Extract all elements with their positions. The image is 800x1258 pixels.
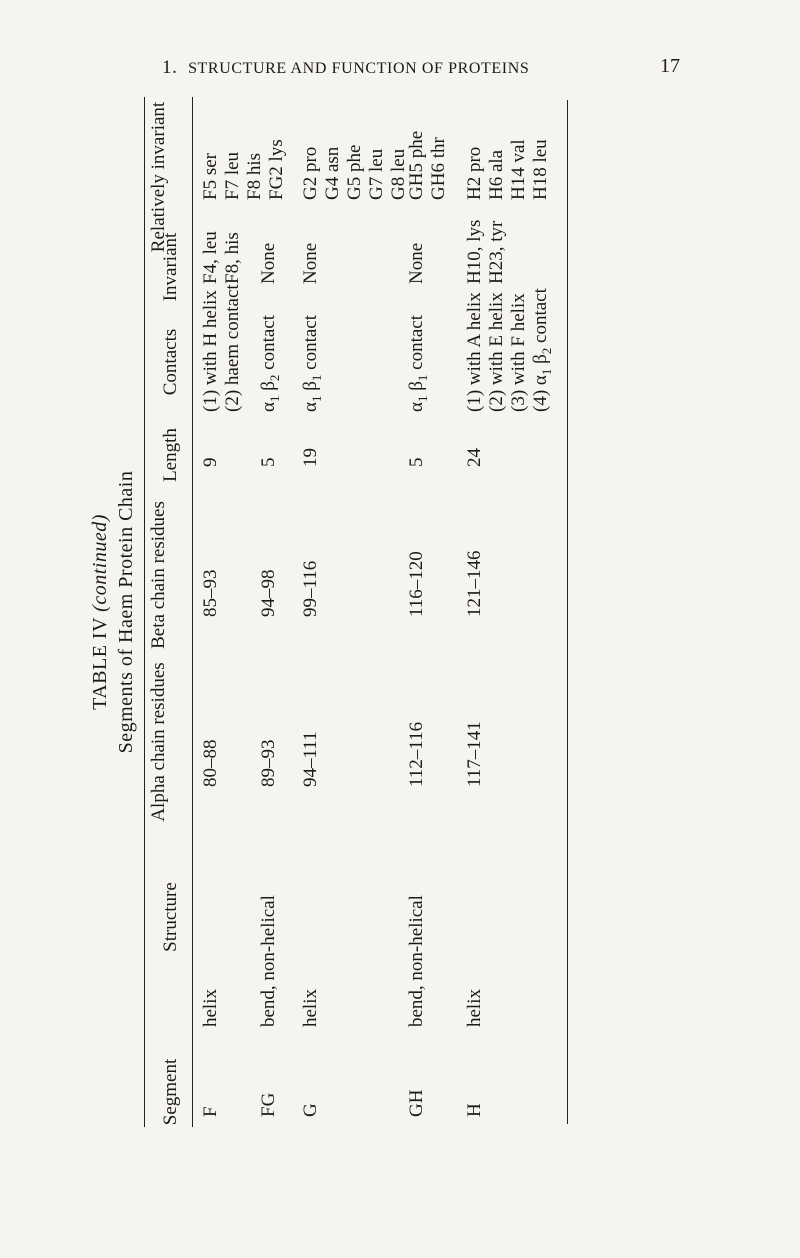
- contacts-cell: (1) with A helix: [464, 292, 485, 412]
- relatively-invariant-cell: FG2 lys: [266, 139, 287, 200]
- column-header-structure: Structure: [160, 882, 181, 952]
- contacts-cell: (2) haem contact: [222, 284, 243, 412]
- contacts-cell: (4) $\alpha_1$ $\beta_2$ contact: [530, 288, 554, 412]
- length-cell: 9: [200, 457, 221, 467]
- structure-cell: helix: [200, 989, 221, 1027]
- chapter-number: 1.: [162, 57, 178, 78]
- table-title: [88, 97, 112, 1127]
- chapter-title: STRUCTURE AND FUNCTION OF PROTEINS: [188, 60, 530, 77]
- table-continued: (continued): [89, 514, 111, 612]
- page-number: 17: [660, 55, 680, 77]
- table-title-text: TABLE IV: [89, 617, 111, 710]
- segment-cell: F: [200, 1106, 221, 1117]
- alpha-residues-cell: 89–93: [258, 739, 279, 787]
- invariant-cell: F4, leu: [200, 231, 221, 284]
- invariant-cell: None: [406, 242, 427, 284]
- contacts-cell: (1) with H helix: [200, 290, 221, 412]
- contacts-cell: $\alpha_1$ $\beta_2$ contact: [258, 315, 282, 412]
- beta-residues-cell: 121–146: [464, 550, 485, 617]
- relatively-invariant-cell: G2 pro: [300, 146, 321, 200]
- alpha-residues-cell: 117–141: [464, 721, 485, 787]
- structure-cell: bend, non-helical: [406, 895, 427, 1027]
- running-header: [0, 55, 800, 85]
- invariant-cell: H23, tyr: [486, 220, 507, 284]
- column-header-length: Length: [160, 428, 181, 482]
- contacts-cell: $\alpha_1$ $\beta_1$ contact: [300, 315, 324, 412]
- relatively-invariant-cell: G5 phe: [344, 144, 365, 200]
- relatively-invariant-cell: G8 leu: [388, 148, 409, 200]
- relatively-invariant-cell: H2 pro: [464, 146, 485, 200]
- relatively-invariant-cell: G4 asn: [322, 146, 343, 200]
- beta-residues-cell: 116–120: [406, 551, 427, 617]
- running-head: [162, 57, 529, 79]
- structure-cell: helix: [300, 989, 321, 1027]
- contacts-cell: $\alpha_1$ $\beta_1$ contact: [406, 315, 430, 412]
- segment-cell: GH: [406, 1089, 427, 1117]
- segment-cell: FG: [258, 1092, 279, 1117]
- relatively-invariant-cell: F8 his: [244, 153, 265, 200]
- contacts-cell: (2) with E helix: [486, 292, 507, 412]
- segments-table: [88, 97, 570, 1127]
- relatively-invariant-cell: F5 ser: [200, 153, 221, 200]
- relatively-invariant-cell: GH6 thr: [428, 137, 449, 200]
- length-cell: 5: [258, 457, 279, 467]
- beta-residues-cell: 99–116: [300, 560, 321, 617]
- contacts-cell: (3) with F helix: [508, 293, 529, 412]
- beta-residues-cell: 94–98: [258, 569, 279, 617]
- invariant-cell: H10, lys: [464, 219, 485, 284]
- segment-cell: H: [464, 1103, 485, 1117]
- alpha-residues-cell: 94–111: [300, 731, 321, 787]
- column-header-segment: Segment: [160, 1058, 181, 1126]
- invariant-cell: None: [300, 242, 321, 284]
- length-cell: 5: [406, 457, 427, 467]
- alpha-residues-cell: 80–88: [200, 739, 221, 787]
- relatively-invariant-cell: H18 leu: [530, 139, 551, 200]
- column-header-alpha: Alpha chain residues: [148, 662, 169, 822]
- structure-cell: helix: [464, 989, 485, 1027]
- structure-cell: bend, non-helical: [258, 895, 279, 1027]
- table-subtitle: Segments of Haem Protein Chain: [115, 470, 137, 754]
- relatively-invariant-cell: H6 ala: [486, 149, 507, 200]
- relatively-invariant-cell: F7 leu: [222, 151, 243, 200]
- alpha-residues-cell: 112–116: [406, 721, 427, 787]
- relatively-invariant-cell: H14 val: [508, 139, 529, 200]
- length-cell: 24: [464, 448, 485, 467]
- column-header-invariant: Invariant: [160, 232, 181, 302]
- column-header-contacts: Contacts: [160, 328, 181, 396]
- table-header-rule: [192, 97, 193, 1127]
- length-cell: 19: [300, 448, 321, 467]
- invariant-cell: F8, his: [222, 232, 243, 284]
- table-continued-text: continued: [89, 521, 111, 605]
- table-top-rule: [144, 97, 145, 1127]
- relatively-invariant-cell: GH5 phe: [406, 130, 427, 200]
- beta-residues-cell: 85–93: [200, 569, 221, 617]
- invariant-cell: None: [258, 242, 279, 284]
- rotated-table: [88, 97, 570, 1127]
- segment-cell: G: [300, 1103, 321, 1117]
- column-header-beta: Beta chain residues: [148, 501, 169, 649]
- column-header-relatively-invariant: Relatively invariant: [148, 101, 169, 253]
- relatively-invariant-cell: G7 leu: [366, 148, 387, 200]
